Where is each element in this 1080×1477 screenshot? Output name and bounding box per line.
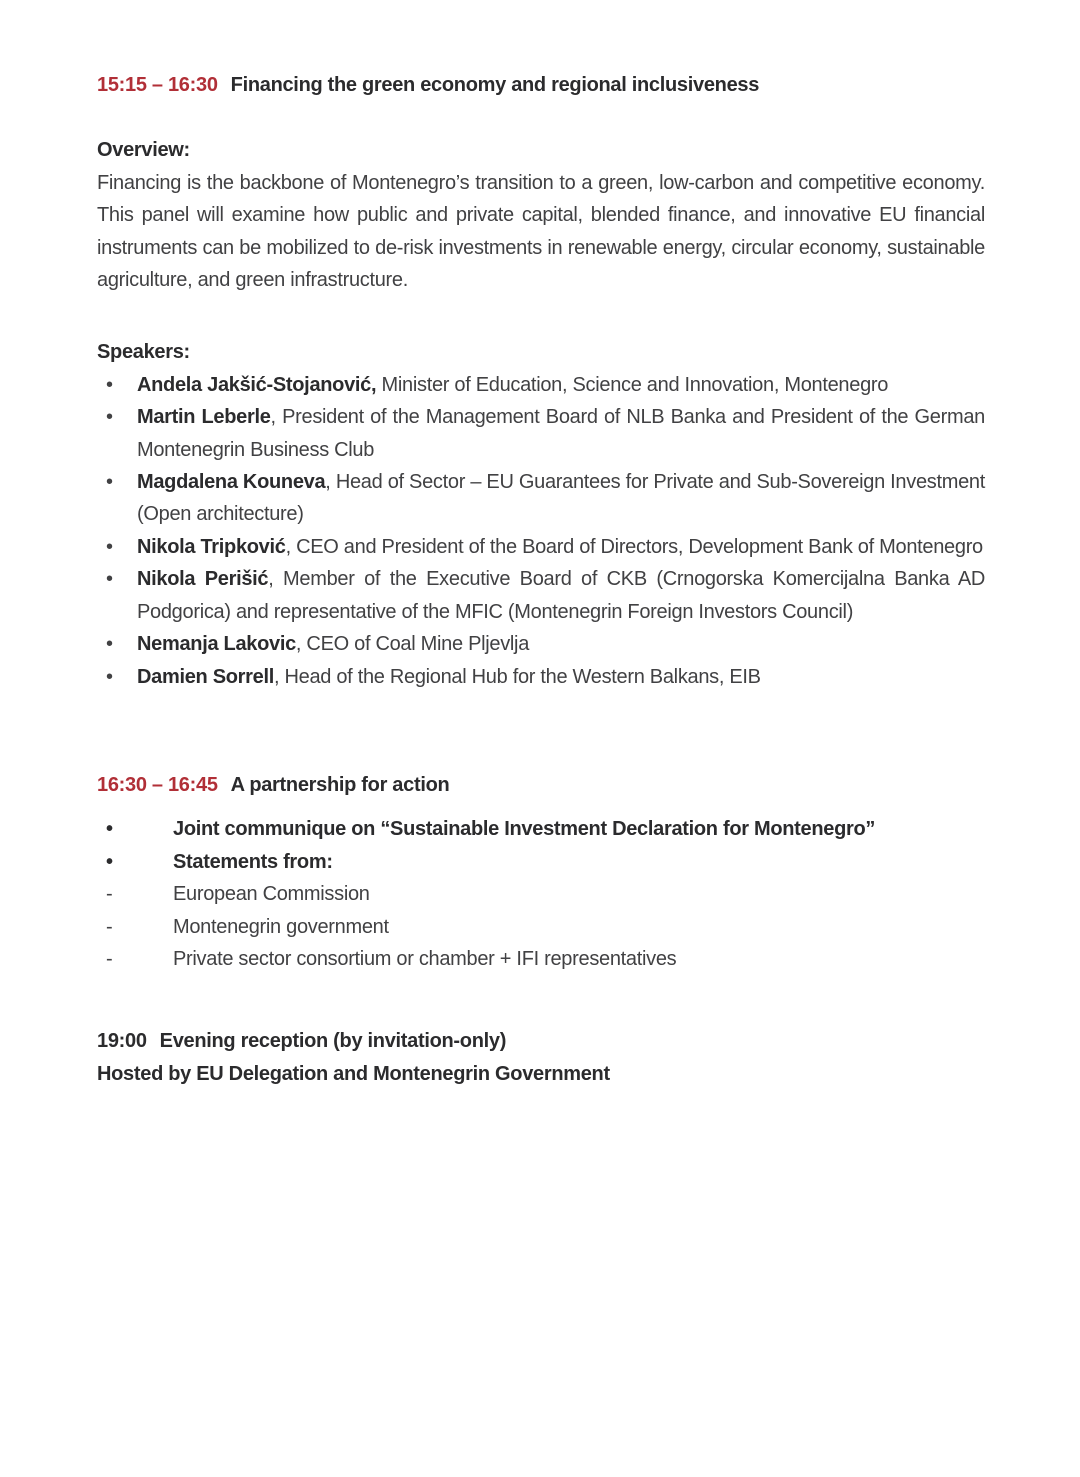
speaker-desc: , Member of the Executive Board of CKB (Crnogorska Komercijalna Banka AD Podgorica) and representative of the MFIC (Montenegrin Foreign Investors Council) bbox=[137, 568, 985, 623]
speaker-desc: , CEO of Coal Mine Pljevlja bbox=[295, 633, 530, 656]
speaker-item bbox=[97, 563, 985, 628]
speaker-item bbox=[97, 401, 985, 466]
statements-list bbox=[97, 878, 985, 975]
overview-label: Overview: bbox=[97, 139, 190, 162]
speaker-item bbox=[97, 661, 985, 693]
speaker-name: Nikola Perišić bbox=[137, 568, 269, 591]
session1-time: 15:15 – 16:30 bbox=[97, 74, 218, 96]
speaker-desc: , CEO and President of the Board of Directors, Development Bank of Montenegro bbox=[285, 535, 983, 558]
speaker-item bbox=[97, 466, 985, 531]
session1-title: Financing the green economy and regional inclusiveness bbox=[230, 74, 760, 96]
speaker-name: Nikola Tripković bbox=[137, 535, 286, 558]
speakers-label: Speakers: bbox=[97, 341, 190, 364]
speaker-desc: Minister of Education, Science and Innovation, Montenegro bbox=[376, 373, 889, 396]
speaker-name: Magdalena Kouneva bbox=[137, 471, 326, 494]
speaker-item bbox=[97, 531, 985, 563]
statement-item: - Private sector consortium or chamber + IFI representatives bbox=[97, 943, 985, 975]
overview-paragraph: Financing is the backbone of Montenegro’s transition to a green, low-carbon and competitive economy. This panel will examine how public and private capital, blended finance, and innovative EU financial instruments can be mobilized to de-risk investments in renewable energy, circular economy, sustainable agriculture, and green infrastructure. bbox=[97, 171, 985, 292]
session3-time: 19:00 bbox=[97, 1030, 147, 1053]
speakers-list bbox=[97, 369, 985, 693]
speaker-desc: , Head of the Regional Hub for the Western Balkans, EIB bbox=[273, 665, 761, 688]
action-item: • Statements from: bbox=[97, 846, 985, 878]
session1-header bbox=[97, 69, 985, 101]
speaker-desc: , President of the Management Board of NLB Banka and President of the German Montenegrin Business Club bbox=[137, 406, 986, 461]
session3-title: Evening reception (by invitation-only) bbox=[159, 1030, 507, 1053]
session3-subtitle: Hosted by EU Delegation and Montenegrin Government bbox=[97, 1062, 610, 1085]
session3-header bbox=[97, 1025, 985, 1057]
speaker-item bbox=[97, 369, 985, 401]
statement-item: - Montenegrin government bbox=[97, 911, 985, 943]
action-item: • Joint communique on “Sustainable Investment Declaration for Montenegro” bbox=[97, 813, 985, 845]
speaker-name: Andela Jakšić-Stojanović, bbox=[137, 373, 377, 396]
speaker-name: Damien Sorrell bbox=[137, 665, 274, 688]
speaker-desc: , Head of Sector – EU Guarantees for Private and Sub-Sovereign Investment (Open architecture) bbox=[137, 471, 986, 526]
actions-list bbox=[97, 813, 985, 878]
speaker-name: Nemanja Lakovic bbox=[137, 633, 296, 656]
speaker-item bbox=[97, 628, 985, 660]
statement-item: - European Commission bbox=[97, 878, 985, 910]
session2-title: A partnership for action bbox=[230, 773, 450, 796]
speaker-name: Martin Leberle bbox=[137, 406, 271, 429]
session2-time: 16:30 – 16:45 bbox=[97, 773, 218, 796]
session2-header bbox=[97, 769, 985, 801]
